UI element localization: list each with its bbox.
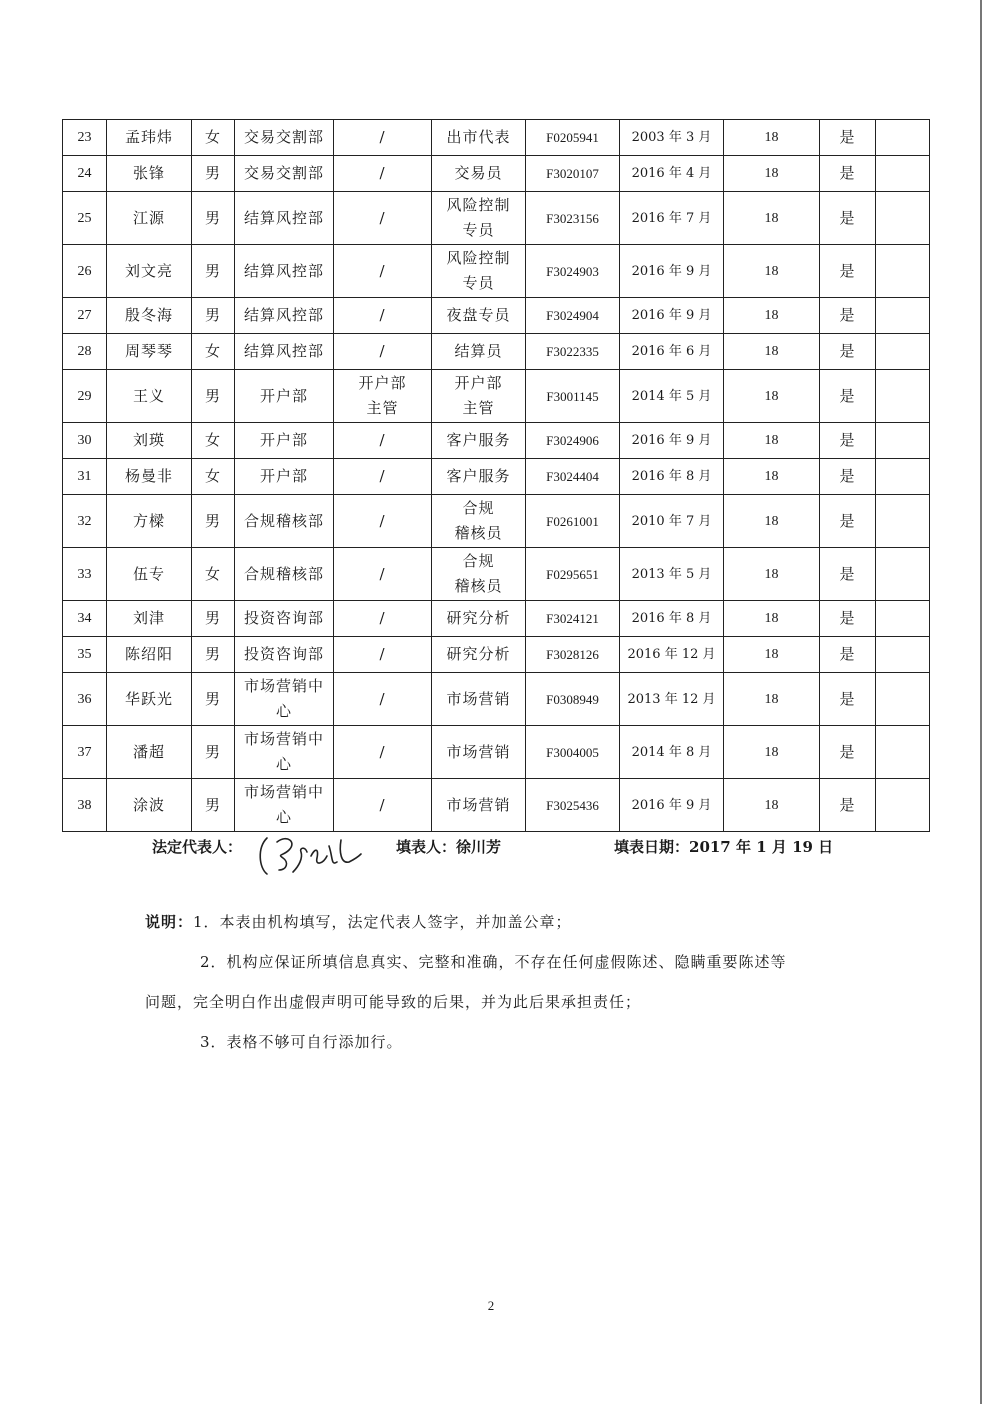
certificate-number-cell: F3020107 [526, 156, 620, 192]
name-cell: 涂波 [107, 779, 192, 832]
certificate-number-cell: F3024903 [526, 245, 620, 298]
role-cell: 客户服务 [432, 459, 526, 495]
qualification-date-cell: 2016 年 9 月 [620, 779, 724, 832]
training-hours-cell: 18 [724, 779, 820, 832]
remarks-cell [876, 779, 930, 832]
name-cell: 伍专 [107, 548, 192, 601]
compliance-cell: 是 [820, 637, 876, 673]
position-cell-text: 开户部 主管 [358, 374, 407, 417]
table-row [63, 423, 930, 459]
department-cell: 开户部 [235, 423, 334, 459]
department-cell-text: 市场营销中 心 [243, 783, 324, 826]
training-hours-cell: 18 [724, 673, 820, 726]
position-cell: / [334, 120, 432, 156]
qualification-date-cell: 2016 年 9 月 [620, 245, 724, 298]
gender-cell: 男 [192, 601, 235, 637]
certificate-number-cell: F0308949 [526, 673, 620, 726]
position-cell: / [334, 423, 432, 459]
table-row [63, 459, 930, 495]
gender-cell: 男 [192, 779, 235, 832]
row-number: 23 [63, 120, 107, 156]
position-cell: / [334, 334, 432, 370]
certificate-number-cell: F0295651 [526, 548, 620, 601]
name-cell: 潘超 [107, 726, 192, 779]
remarks-cell [876, 298, 930, 334]
remarks-cell [876, 548, 930, 601]
certificate-number-cell: F3025436 [526, 779, 620, 832]
remarks-cell [876, 423, 930, 459]
compliance-cell: 是 [820, 156, 876, 192]
qualification-date-cell: 2016 年 7 月 [620, 192, 724, 245]
qualification-date-cell: 2014 年 8 月 [620, 726, 724, 779]
name-cell: 殷冬海 [107, 298, 192, 334]
position-cell: / [334, 726, 432, 779]
remarks-cell [876, 192, 930, 245]
department-cell: 交易交割部 [235, 120, 334, 156]
row-number: 32 [63, 495, 107, 548]
training-hours-cell: 18 [724, 245, 820, 298]
department-cell [235, 673, 334, 726]
role-cell: 市场营销 [432, 726, 526, 779]
fill-date-label: 填表日期：2017 年 1 月 19 日 [614, 838, 834, 856]
position-cell: / [334, 459, 432, 495]
filler-label: 填表人：徐川芳 [396, 838, 502, 856]
table-row [63, 726, 930, 779]
qualification-date-cell: 2014 年 5 月 [620, 370, 724, 423]
gender-cell: 男 [192, 156, 235, 192]
gender-cell: 女 [192, 423, 235, 459]
position-cell: / [334, 673, 432, 726]
role-cell [432, 370, 526, 423]
training-hours-cell: 18 [724, 423, 820, 459]
certificate-number-cell: F0205941 [526, 120, 620, 156]
row-number: 27 [63, 298, 107, 334]
table-row [63, 370, 930, 423]
remarks-cell [876, 334, 930, 370]
department-cell: 结算风控部 [235, 334, 334, 370]
remarks-cell [876, 156, 930, 192]
name-cell: 周琴琴 [107, 334, 192, 370]
remarks-cell [876, 120, 930, 156]
qualification-date-cell: 2013 年 5 月 [620, 548, 724, 601]
certificate-number-cell: F3023156 [526, 192, 620, 245]
note-line-4: 3．表格不够可自行添加行。 [200, 1033, 403, 1051]
remarks-cell [876, 637, 930, 673]
role-cell: 出市代表 [432, 120, 526, 156]
note-line-3: 问题，完全明白作出虚假声明可能导致的后果，并为此后果承担责任； [145, 993, 642, 1011]
role-cell: 市场营销 [432, 673, 526, 726]
qualification-date-cell: 2016 年 12 月 [620, 637, 724, 673]
name-cell: 刘瑛 [107, 423, 192, 459]
gender-cell: 男 [192, 370, 235, 423]
gender-cell: 男 [192, 726, 235, 779]
remarks-cell [876, 726, 930, 779]
name-cell: 江源 [107, 192, 192, 245]
position-cell: / [334, 156, 432, 192]
training-hours-cell: 18 [724, 495, 820, 548]
position-cell: / [334, 637, 432, 673]
compliance-cell: 是 [820, 370, 876, 423]
name-cell: 杨曼非 [107, 459, 192, 495]
qualification-date-cell: 2010 年 7 月 [620, 495, 724, 548]
notes-section [145, 902, 848, 1062]
table-row [63, 334, 930, 370]
qualification-date-cell: 2003 年 3 月 [620, 120, 724, 156]
training-hours-cell: 18 [724, 459, 820, 495]
position-cell: / [334, 192, 432, 245]
remarks-cell [876, 370, 930, 423]
page-number: 2 [487, 1298, 495, 1313]
training-hours-cell: 18 [724, 192, 820, 245]
certificate-number-cell: F3004005 [526, 726, 620, 779]
compliance-cell: 是 [820, 726, 876, 779]
certificate-number-cell: F0261001 [526, 495, 620, 548]
role-cell: 研究分析 [432, 637, 526, 673]
position-cell: / [334, 495, 432, 548]
row-number: 26 [63, 245, 107, 298]
staff-table [62, 119, 930, 832]
role-cell [432, 548, 526, 601]
department-cell [235, 726, 334, 779]
name-cell: 陈绍阳 [107, 637, 192, 673]
gender-cell: 男 [192, 637, 235, 673]
department-cell: 开户部 [235, 459, 334, 495]
position-cell: / [334, 601, 432, 637]
role-cell [432, 192, 526, 245]
role-cell-text: 合规 稽核员 [454, 552, 503, 595]
gender-cell: 男 [192, 495, 235, 548]
certificate-number-cell: F3024121 [526, 601, 620, 637]
legal-representative-label: 法定代表人： [152, 838, 243, 856]
remarks-cell [876, 459, 930, 495]
name-cell: 张锋 [107, 156, 192, 192]
training-hours-cell: 18 [724, 601, 820, 637]
department-cell [235, 779, 334, 832]
certificate-number-cell: F3024906 [526, 423, 620, 459]
certificate-number-cell: F3001145 [526, 370, 620, 423]
table-row [63, 495, 930, 548]
training-hours-cell: 18 [724, 370, 820, 423]
table-row [63, 120, 930, 156]
department-cell-text: 市场营销中 心 [243, 677, 324, 720]
role-cell: 夜盘专员 [432, 298, 526, 334]
compliance-cell: 是 [820, 548, 876, 601]
compliance-cell: 是 [820, 298, 876, 334]
name-cell: 刘津 [107, 601, 192, 637]
training-hours-cell: 18 [724, 726, 820, 779]
role-cell: 交易员 [432, 156, 526, 192]
training-hours-cell: 18 [724, 548, 820, 601]
training-hours-cell: 18 [724, 156, 820, 192]
page-edge [980, 0, 982, 1404]
note-line-1: 说明：1．本表由机构填写，法定代表人签字，并加盖公章； [145, 913, 572, 931]
gender-cell: 男 [192, 245, 235, 298]
handwritten-signature-icon [253, 828, 373, 880]
department-cell: 结算风控部 [235, 245, 334, 298]
table-row [63, 673, 930, 726]
role-cell: 市场营销 [432, 779, 526, 832]
department-cell: 结算风控部 [235, 192, 334, 245]
role-cell: 客户服务 [432, 423, 526, 459]
note-line-1-text: 1．本表由机构填写，法定代表人签字，并加盖公章； [193, 913, 572, 931]
row-number: 28 [63, 334, 107, 370]
certificate-number-cell: F3028126 [526, 637, 620, 673]
position-cell: / [334, 548, 432, 601]
position-cell: / [334, 298, 432, 334]
remarks-cell [876, 673, 930, 726]
department-cell: 投资咨询部 [235, 601, 334, 637]
row-number: 34 [63, 601, 107, 637]
remarks-cell [876, 495, 930, 548]
qualification-date-cell: 2016 年 6 月 [620, 334, 724, 370]
name-cell: 孟玮炜 [107, 120, 192, 156]
certificate-number-cell: F3022335 [526, 334, 620, 370]
department-cell: 结算风控部 [235, 298, 334, 334]
row-number: 35 [63, 637, 107, 673]
department-cell: 投资咨询部 [235, 637, 334, 673]
role-cell: 研究分析 [432, 601, 526, 637]
training-hours-cell: 18 [724, 334, 820, 370]
qualification-date-cell: 2016 年 8 月 [620, 459, 724, 495]
gender-cell: 女 [192, 548, 235, 601]
row-number: 33 [63, 548, 107, 601]
table-row [63, 192, 930, 245]
name-cell: 王义 [107, 370, 192, 423]
qualification-date-cell: 2016 年 8 月 [620, 601, 724, 637]
table-row [63, 548, 930, 601]
row-number: 38 [63, 779, 107, 832]
name-cell: 刘文亮 [107, 245, 192, 298]
compliance-cell: 是 [820, 192, 876, 245]
row-number: 25 [63, 192, 107, 245]
table-row [63, 245, 930, 298]
compliance-cell: 是 [820, 120, 876, 156]
role-cell-text: 合规 稽核员 [454, 499, 503, 542]
row-number: 37 [63, 726, 107, 779]
department-cell: 交易交割部 [235, 156, 334, 192]
position-cell [334, 370, 432, 423]
role-cell-text: 风险控制 专员 [446, 196, 511, 239]
certificate-number-cell: F3024404 [526, 459, 620, 495]
signature-row [0, 832, 992, 872]
compliance-cell: 是 [820, 423, 876, 459]
gender-cell: 女 [192, 120, 235, 156]
row-number: 36 [63, 673, 107, 726]
table-row [63, 298, 930, 334]
note-line-2: 2．机构应保证所填信息真实、完整和准确，不存在任何虚假陈述、隐瞒重要陈述等 [200, 953, 787, 971]
compliance-cell: 是 [820, 495, 876, 548]
compliance-cell: 是 [820, 334, 876, 370]
role-cell-text: 风险控制 专员 [446, 249, 511, 292]
training-hours-cell: 18 [724, 120, 820, 156]
gender-cell: 男 [192, 192, 235, 245]
role-cell-text: 开户部 主管 [454, 374, 503, 417]
table-row [63, 779, 930, 832]
training-hours-cell: 18 [724, 637, 820, 673]
table-row [63, 637, 930, 673]
gender-cell: 女 [192, 459, 235, 495]
compliance-cell: 是 [820, 779, 876, 832]
name-cell: 方樑 [107, 495, 192, 548]
table-row [63, 156, 930, 192]
qualification-date-cell: 2013 年 12 月 [620, 673, 724, 726]
row-number: 30 [63, 423, 107, 459]
role-cell [432, 495, 526, 548]
gender-cell: 女 [192, 334, 235, 370]
gender-cell: 男 [192, 298, 235, 334]
name-cell: 华跃光 [107, 673, 192, 726]
row-number: 29 [63, 370, 107, 423]
position-cell: / [334, 245, 432, 298]
remarks-cell [876, 245, 930, 298]
certificate-number-cell: F3024904 [526, 298, 620, 334]
position-cell: / [334, 779, 432, 832]
row-number: 31 [63, 459, 107, 495]
remarks-cell [876, 601, 930, 637]
department-cell: 合规稽核部 [235, 495, 334, 548]
department-cell: 合规稽核部 [235, 548, 334, 601]
compliance-cell: 是 [820, 673, 876, 726]
department-cell-text: 市场营销中 心 [243, 730, 324, 773]
qualification-date-cell: 2016 年 9 月 [620, 298, 724, 334]
compliance-cell: 是 [820, 601, 876, 637]
qualification-date-cell: 2016 年 4 月 [620, 156, 724, 192]
training-hours-cell: 18 [724, 298, 820, 334]
compliance-cell: 是 [820, 245, 876, 298]
role-cell [432, 245, 526, 298]
table-row [63, 601, 930, 637]
compliance-cell: 是 [820, 459, 876, 495]
gender-cell: 男 [192, 673, 235, 726]
qualification-date-cell: 2016 年 9 月 [620, 423, 724, 459]
department-cell: 开户部 [235, 370, 334, 423]
staff-table-body [63, 120, 930, 832]
row-number: 24 [63, 156, 107, 192]
role-cell: 结算员 [432, 334, 526, 370]
